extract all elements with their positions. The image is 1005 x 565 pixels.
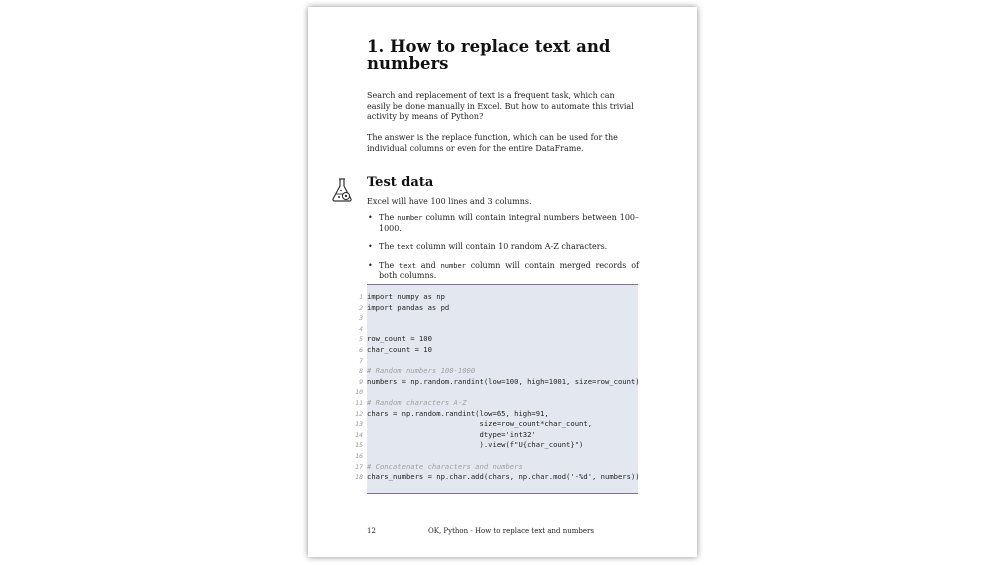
code-line <box>348 377 648 388</box>
list-item <box>367 213 639 234</box>
page-number: 12 <box>367 527 376 535</box>
list-item <box>367 242 639 253</box>
flask-gear-icon <box>330 177 354 203</box>
line-number: 15 <box>355 441 363 450</box>
code-line <box>348 409 648 420</box>
line-number: 1 <box>359 293 363 301</box>
code-line <box>348 303 648 314</box>
inline-code: text <box>396 243 414 251</box>
line-number: 16 <box>355 451 363 460</box>
code-line <box>348 356 648 367</box>
code-text: chars = np.random.randint(low=65, high=91, <box>367 408 549 418</box>
inline-code: number <box>397 214 423 222</box>
code-line <box>348 324 648 335</box>
code-line <box>348 366 648 377</box>
line-number: 18 <box>355 473 363 482</box>
code-line <box>348 345 648 356</box>
list-item-text: column will contain integral numbers between 100–1000. <box>379 213 640 233</box>
code-text: import numpy as np <box>367 292 445 301</box>
code-comment: # Concatenate characters and numbers <box>367 461 523 471</box>
document-page <box>308 7 697 557</box>
code-text: size=row_count*char_count, <box>367 419 593 429</box>
inline-code: number <box>440 261 466 270</box>
section-lead: Excel will have 100 lines and 3 columns. <box>367 197 532 206</box>
code-comment: # Random numbers 100-1000 <box>367 366 476 376</box>
code-line <box>348 430 648 441</box>
intro-paragraph-1: Search and replacement of text is a frequent task, which can easily be done manually in Excel. But how to automate this trivial activity by means of Python? <box>367 91 634 121</box>
running-footer: OK, Python - How to replace text and numbers <box>428 527 594 535</box>
code-lines <box>348 292 648 483</box>
line-number: 3 <box>359 314 363 323</box>
line-number: 12 <box>355 409 363 418</box>
code-line <box>348 398 648 409</box>
line-number: 10 <box>355 388 363 397</box>
code-line <box>348 419 648 430</box>
list-item-text: The <box>379 260 400 270</box>
code-text: ).view(f"U{char_count}") <box>367 440 584 450</box>
code-text: import pandas as pd <box>367 302 450 312</box>
line-number: 11 <box>355 398 363 407</box>
intro-paragraph-2: The answer is the replace function, which can be used for the individual columns or even for the entire DataFrame. <box>367 133 618 153</box>
code-line <box>348 292 648 303</box>
line-number: 7 <box>359 356 363 365</box>
line-number: 6 <box>359 345 363 354</box>
line-number: 2 <box>359 303 363 312</box>
code-comment: # Random characters A-Z <box>367 397 467 407</box>
code-text: row_count = 100 <box>367 334 432 344</box>
line-number: 17 <box>355 462 363 471</box>
line-number: 5 <box>359 335 363 344</box>
code-line <box>348 387 648 398</box>
code-line <box>348 334 648 345</box>
code-line <box>348 451 648 462</box>
inline-code: text <box>399 261 416 270</box>
code-line <box>348 313 648 324</box>
chapter-title-line-1: 1. How to replace text and <box>367 37 611 56</box>
chapter-title-line-2: numbers <box>367 54 449 73</box>
list-item <box>367 261 639 282</box>
list-item-text: column will contain 10 random A-Z characters. <box>413 242 608 251</box>
list-item-text: column will contain merged records of both columns. <box>379 260 640 280</box>
code-text: numbers = np.random.randint(low=100, high=1001, size=row_count) <box>367 376 640 386</box>
test-data-list <box>367 213 639 290</box>
section-title: Test data <box>367 175 434 190</box>
line-number: 13 <box>355 420 363 429</box>
code-text: dtype='int32' <box>367 429 536 439</box>
line-number: 4 <box>359 324 363 333</box>
line-number: 14 <box>355 430 363 439</box>
code-line <box>348 440 648 451</box>
line-number: 8 <box>359 367 363 376</box>
line-number: 9 <box>359 377 363 386</box>
list-item-text: The <box>379 213 398 222</box>
code-line <box>348 462 648 473</box>
list-item-text: The <box>379 242 397 251</box>
code-line <box>348 472 648 483</box>
code-text: char_count = 10 <box>367 344 432 354</box>
chapter-title <box>367 38 637 72</box>
code-text: chars_numbers = np.char.add(chars, np.char.mod('-%d', numbers)) <box>367 472 640 482</box>
list-item-text: and <box>415 260 441 270</box>
